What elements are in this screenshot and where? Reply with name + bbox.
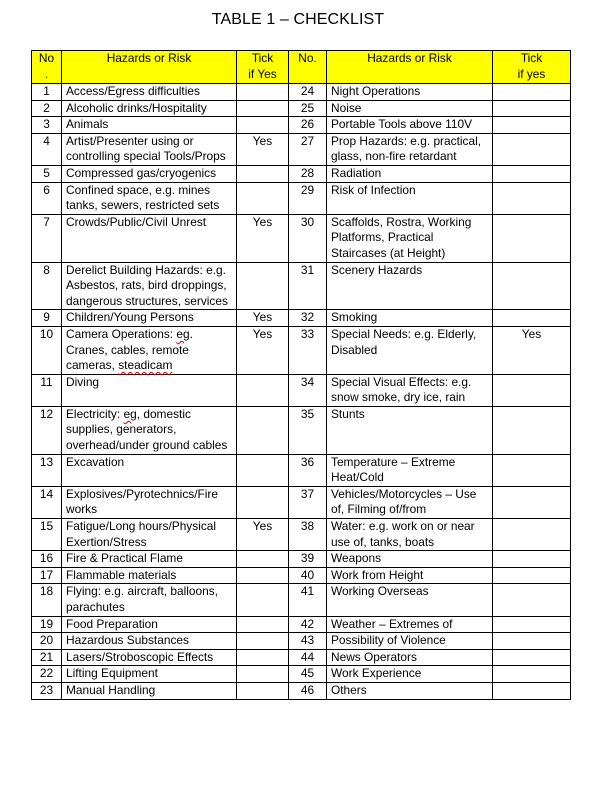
table-row xyxy=(32,310,571,327)
tick-left xyxy=(237,551,289,568)
tick-left: Yes xyxy=(237,133,289,165)
row-number-right: 24 xyxy=(289,84,327,101)
table-row xyxy=(32,519,571,551)
hazard-right: Radiation xyxy=(327,165,493,182)
hazard-left: Camera Operations: eg. Cranes, cables, remote cameras, steadicam xyxy=(62,326,237,374)
hazard-left: Lifting Equipment xyxy=(62,666,237,683)
hazard-left: Hazardous Substances xyxy=(62,633,237,650)
header-no-right: No. xyxy=(289,51,327,84)
row-number-right: 40 xyxy=(289,567,327,584)
hazard-left: Animals xyxy=(62,117,237,134)
tick-left xyxy=(237,182,289,214)
table-row xyxy=(32,682,571,699)
row-number-left: 8 xyxy=(32,262,62,310)
row-number-left: 5 xyxy=(32,165,62,182)
row-number-right: 25 xyxy=(289,100,327,117)
row-number-right: 46 xyxy=(289,682,327,699)
header-no-left: No . xyxy=(32,51,62,84)
hazard-left: Access/Egress difficulties xyxy=(62,84,237,101)
header-row xyxy=(32,51,571,84)
tick-left xyxy=(237,633,289,650)
table-row xyxy=(32,666,571,683)
row-number-left: 21 xyxy=(32,649,62,666)
tick-left xyxy=(237,406,289,454)
row-number-right: 41 xyxy=(289,584,327,616)
row-number-right: 44 xyxy=(289,649,327,666)
row-number-left: 15 xyxy=(32,519,62,551)
row-number-right: 28 xyxy=(289,165,327,182)
row-number-left: 17 xyxy=(32,567,62,584)
hazard-left: Artist/Presenter using or controlling special Tools/Props xyxy=(62,133,237,165)
table-row xyxy=(32,486,571,518)
row-number-right: 31 xyxy=(289,262,327,310)
tick-right xyxy=(493,262,571,310)
hazard-left: Derelict Building Hazards: e.g. Asbestos, rats, bird droppings, dangerous structures, services xyxy=(62,262,237,310)
hazard-left: Fatigue/Long hours/Physical Exertion/Stress xyxy=(62,519,237,551)
tick-left xyxy=(237,682,289,699)
tick-right xyxy=(493,214,571,262)
table-row xyxy=(32,182,571,214)
hazard-right: Water: e.g. work on or near use of, tanks, boats xyxy=(327,519,493,551)
tick-left: Yes xyxy=(237,326,289,374)
row-number-right: 33 xyxy=(289,326,327,374)
tick-right xyxy=(493,84,571,101)
hazard-left: Excavation xyxy=(62,454,237,486)
row-number-right: 32 xyxy=(289,310,327,327)
hazard-right: Portable Tools above 110V xyxy=(327,117,493,134)
header-hazard-right: Hazards or Risk xyxy=(327,51,493,84)
hazard-right: Weather – Extremes of xyxy=(327,616,493,633)
hazard-left: Diving xyxy=(62,374,237,406)
hazard-right: Risk of Infection xyxy=(327,182,493,214)
tick-left xyxy=(237,262,289,310)
row-number-right: 37 xyxy=(289,486,327,518)
hazard-left: Flying: e.g. aircraft, balloons, parachutes xyxy=(62,584,237,616)
spellcheck-mark: steadicam xyxy=(118,358,173,373)
row-number-left: 19 xyxy=(32,616,62,633)
hazard-right: Night Operations xyxy=(327,84,493,101)
hazard-right: Weapons xyxy=(327,551,493,568)
header-hazard-left: Hazards or Risk xyxy=(62,51,237,84)
table-row xyxy=(32,616,571,633)
header-tick-left: Tick if Yes xyxy=(237,51,289,84)
row-number-right: 36 xyxy=(289,454,327,486)
table-row xyxy=(32,584,571,616)
header-tick-right: Tick if yes xyxy=(493,51,571,84)
hazard-right: Prop Hazards: e.g. practical, glass, non-fire retardant xyxy=(327,133,493,165)
row-number-right: 34 xyxy=(289,374,327,406)
row-number-left: 9 xyxy=(32,310,62,327)
hazard-right: Possibility of Violence xyxy=(327,633,493,650)
tick-right xyxy=(493,584,571,616)
row-number-left: 12 xyxy=(32,406,62,454)
hazard-left: Crowds/Public/Civil Unrest xyxy=(62,214,237,262)
hazard-right: News Operators xyxy=(327,649,493,666)
row-number-left: 3 xyxy=(32,117,62,134)
tick-left xyxy=(237,100,289,117)
tick-left: Yes xyxy=(237,519,289,551)
table-row xyxy=(32,406,571,454)
hazard-left: Manual Handling xyxy=(62,682,237,699)
spellcheck-mark: eg xyxy=(176,326,190,341)
hazard-right: Work Experience xyxy=(327,666,493,683)
table-row xyxy=(32,567,571,584)
row-number-left: 4 xyxy=(32,133,62,165)
tick-right xyxy=(493,100,571,117)
tick-right xyxy=(493,666,571,683)
row-number-right: 45 xyxy=(289,666,327,683)
tick-right xyxy=(493,310,571,327)
table-row xyxy=(32,374,571,406)
table-row xyxy=(32,100,571,117)
hazard-right: Work from Height xyxy=(327,567,493,584)
hazard-left: Fire & Practical Flame xyxy=(62,551,237,568)
tick-left xyxy=(237,374,289,406)
table-row xyxy=(32,165,571,182)
tick-right xyxy=(493,374,571,406)
row-number-right: 35 xyxy=(289,406,327,454)
tick-right xyxy=(493,133,571,165)
hazard-right: Others xyxy=(327,682,493,699)
checklist-table xyxy=(31,50,571,700)
tick-right xyxy=(493,633,571,650)
hazard-left: Explosives/Pyrotechnics/Fire works xyxy=(62,486,237,518)
row-number-right: 29 xyxy=(289,182,327,214)
tick-left xyxy=(237,567,289,584)
tick-left xyxy=(237,584,289,616)
row-number-right: 38 xyxy=(289,519,327,551)
row-number-left: 23 xyxy=(32,682,62,699)
hazard-left: Children/Young Persons xyxy=(62,310,237,327)
row-number-left: 16 xyxy=(32,551,62,568)
tick-right xyxy=(493,165,571,182)
hazard-right: Scenery Hazards xyxy=(327,262,493,310)
hazard-right: Scaffolds, Rostra, Working Platforms, Practical Staircases (at Height) xyxy=(327,214,493,262)
row-number-right: 26 xyxy=(289,117,327,134)
tick-right xyxy=(493,454,571,486)
row-number-left: 6 xyxy=(32,182,62,214)
table-row xyxy=(32,262,571,310)
hazard-right: Temperature – Extreme Heat/Cold xyxy=(327,454,493,486)
hazard-right: Smoking xyxy=(327,310,493,327)
hazard-right: Noise xyxy=(327,100,493,117)
table-row xyxy=(32,214,571,262)
table-row xyxy=(32,326,571,374)
hazard-right: Stunts xyxy=(327,406,493,454)
hazard-right: Special Needs: e.g. Elderly, Disabled xyxy=(327,326,493,374)
tick-right: Yes xyxy=(493,326,571,374)
table-row xyxy=(32,649,571,666)
tick-right xyxy=(493,649,571,666)
table-row xyxy=(32,454,571,486)
hazard-left: Confined space, e.g. mines tanks, sewers, restricted sets xyxy=(62,182,237,214)
row-number-left: 2 xyxy=(32,100,62,117)
hazard-left: Flammable materials xyxy=(62,567,237,584)
tick-left xyxy=(237,649,289,666)
table-row xyxy=(32,133,571,165)
hazard-left: Compressed gas/cryogenics xyxy=(62,165,237,182)
page-title: TABLE 1 – CHECKLIST xyxy=(211,11,385,28)
spellcheck-mark: eg xyxy=(123,406,137,421)
row-number-left: 10 xyxy=(32,326,62,374)
row-number-left: 18 xyxy=(32,584,62,616)
row-number-left: 1 xyxy=(32,84,62,101)
hazard-right: Vehicles/Motorcycles – Use of, Filming of/from xyxy=(327,486,493,518)
row-number-left: 14 xyxy=(32,486,62,518)
tick-right xyxy=(493,406,571,454)
table-row xyxy=(32,117,571,134)
hazard-right: Special Visual Effects: e.g. snow smoke, dry ice, rain xyxy=(327,374,493,406)
tick-left xyxy=(237,666,289,683)
tick-left xyxy=(237,486,289,518)
row-number-right: 39 xyxy=(289,551,327,568)
hazard-left: Electricity: eg, domestic supplies, generators, overhead/under ground cables xyxy=(62,406,237,454)
hazard-right: Working Overseas xyxy=(327,584,493,616)
row-number-left: 22 xyxy=(32,666,62,683)
row-number-left: 13 xyxy=(32,454,62,486)
tick-right xyxy=(493,551,571,568)
tick-right xyxy=(493,567,571,584)
tick-left xyxy=(237,454,289,486)
row-number-left: 11 xyxy=(32,374,62,406)
hazard-left: Alcoholic drinks/Hospitality xyxy=(62,100,237,117)
tick-left xyxy=(237,616,289,633)
tick-right xyxy=(493,682,571,699)
hazard-left: Food Preparation xyxy=(62,616,237,633)
tick-left xyxy=(237,84,289,101)
row-number-right: 30 xyxy=(289,214,327,262)
tick-left xyxy=(237,117,289,134)
tick-left: Yes xyxy=(237,310,289,327)
table-row xyxy=(32,633,571,650)
tick-right xyxy=(493,616,571,633)
tick-right xyxy=(493,117,571,134)
row-number-right: 27 xyxy=(289,133,327,165)
row-number-right: 42 xyxy=(289,616,327,633)
tick-left: Yes xyxy=(237,214,289,262)
table-row xyxy=(32,84,571,101)
row-number-left: 7 xyxy=(32,214,62,262)
tick-right xyxy=(493,182,571,214)
tick-left xyxy=(237,165,289,182)
row-number-left: 20 xyxy=(32,633,62,650)
table-row xyxy=(32,551,571,568)
tick-right xyxy=(493,519,571,551)
hazard-left: Lasers/Stroboscopic Effects xyxy=(62,649,237,666)
tick-right xyxy=(493,486,571,518)
row-number-right: 43 xyxy=(289,633,327,650)
